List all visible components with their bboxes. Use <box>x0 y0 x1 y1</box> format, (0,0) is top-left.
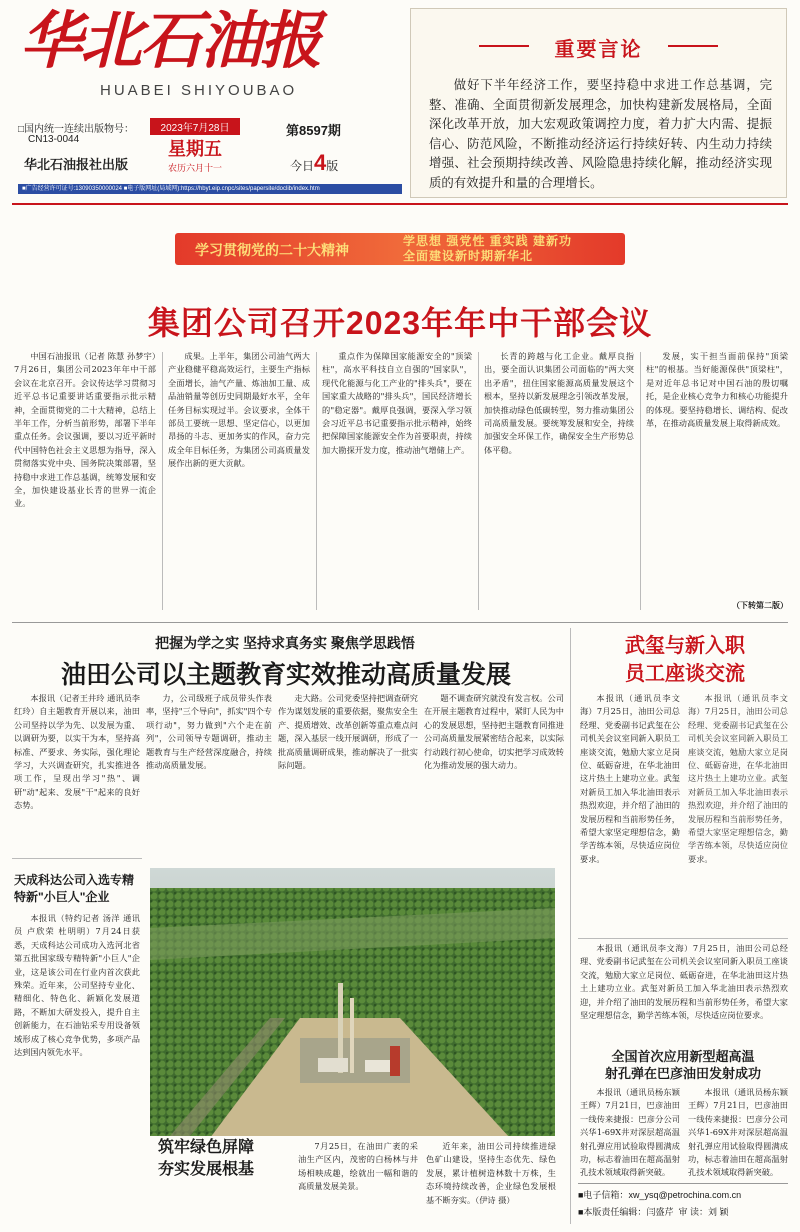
right-column-divider <box>570 628 571 1224</box>
story5-headline-line-1: 全国首次应用新型超高温 <box>611 1049 755 1064</box>
masthead-divider <box>12 203 788 205</box>
story4-tail <box>580 942 788 1042</box>
lead-column-5 <box>646 350 788 600</box>
jump-line: （下转第二版） <box>732 600 788 610</box>
story3-headline: 天成科达公司入选专精特新"小巨人"企业 <box>14 873 135 904</box>
story5-body-text: 本报讯（通讯员杨东颖 王辉）7月21日，巴彦油田一线传来捷报：巴彦分公司兴华1-69X井对深层超高温射孔弹应用试验取得圆满成功，标志着油田在超高温射孔技术领域取得新突破。 <box>580 1087 680 1178</box>
story5-body-continued-text: 本报讯（通讯员杨东颖 王辉）7月21日，巴彦油田一线传来捷报：巴彦分公司兴华1-69X井对深层超高温射孔弹应用试验取得圆满成功，标志着油田在超高温射孔技术领域取得新突破。 <box>688 1087 788 1178</box>
column-separator <box>162 352 163 610</box>
edition-count <box>290 150 338 176</box>
column-separator <box>478 352 479 610</box>
lead-column-4 <box>484 350 634 612</box>
lead-column-1 <box>14 350 156 612</box>
date-line: 2023年7月28日 <box>150 118 240 135</box>
edition-prefix: 今日 <box>290 159 315 173</box>
banner-right-line-2: 全面建设新时期新华北 <box>403 249 534 263</box>
section-divider <box>12 622 788 623</box>
story5-body <box>580 1086 680 1178</box>
column-separator <box>316 352 317 610</box>
banner-right-text <box>403 234 572 264</box>
edition-number: 4 <box>314 150 327 175</box>
story2-column-2 <box>146 692 272 860</box>
story3-body-text: 本报讯（特约记者 汤洋 通讯员 卢欣荣 杜明明）7月24日获悉，天成科达公司成功入选河北省第五批国家级专精特新"小巨人"企业，这是该公司在行业内首次获此殊荣。近年来，公司坚持专业化、精细化、特色化、新颖化发展道路，不断加大研发投入，提升自主创新能力，在石油钻采专用设备领域形成了核心竞争优势，多项产品达到国内领先水平。 <box>14 913 140 1058</box>
photo-caption-2-text: 近年来，油田公司持续推进绿色矿山建设，坚持生态优先、绿色发展，累计植树造林数十万株，生态环境持续改善，企业绿色发展根基不断夯实。（伊诗 摄） <box>426 1141 556 1205</box>
story2-column-3 <box>278 692 418 860</box>
lead-column-2 <box>168 350 310 612</box>
photo-caption-title <box>158 1137 254 1181</box>
date-box <box>150 118 240 174</box>
story4-headline-line-1: 武玺与新入职 <box>625 635 745 657</box>
forest-photo <box>150 868 555 1136</box>
lead-col-4-text: 长青的跨越与化工企业。戴厚良指出，要全面认识集团公司面临的"两大突出矛盾"，扭住国家能源高质量发展这个根本，坚持以新发展理念引领改革发展，加快推动绿色低碳转型，努力推动集团公司高质量发展。要统筹发展和安全，持续加强安全环保工作，确保安全生产形势总体平稳。 <box>484 351 634 455</box>
photo-caption-1-text: 7月25日，在油田广袤的采油生产区内，茂密的白杨林与井场相映成趣，绘就出一幅和谐的高质量发展美景。 <box>298 1141 418 1192</box>
important-speech-box <box>410 8 787 198</box>
story5-headline-line-2: 射孔弹在巴彦油田发射成功 <box>604 1066 761 1081</box>
story2-col-4-text: 题不调查研究就没有发言权。公司在开展主题教育过程中，紧盯人民为中心的发展思想，坚持把主题教育同推进公司高质量发展紧密结合起来，以实际行动践行初心使命，切实把学习成效转化为推动发展的强大动力。 <box>424 693 564 771</box>
story2-headline: 油田公司以主题教育实效推动高质量发展 <box>60 661 511 689</box>
story5-headline <box>578 1048 788 1082</box>
lead-col-2-text: 成果。上半年，集团公司油气两大产业稳健平稳高效运行，主要生产指标全面增长，油气产量、炼油加工量、成品油销量等创历史同期最好水平，全年任务目标实现过半。会议要求，全体干部员工要统一思想、坚定信心，以更加昂扬的斗志、更加务实的作风，奋力完成全年目标任务，为集团公司高质量发展作出新的更大贡献。 <box>168 351 310 469</box>
page-footer <box>578 1183 788 1227</box>
publisher-name: 华北石油报社出版 <box>24 157 129 172</box>
story5-body-continued <box>688 1086 788 1178</box>
banner-right-line-1: 学思想 强党性 重实践 建新功 <box>403 234 573 248</box>
banner-left-text: 学习贯彻党的二十大精神 <box>195 242 349 258</box>
story4-body-text: 本报讯（通讯员李文海）7月25日，油田公司总经理、党委副书记武玺在公司机关会议室同新入职员工座谈交流，勉励大家立足岗位、砥砺奋进，在华北油田这片热土上建功立业。武玺对新员工加入华北油田表示热烈欢迎，并介绍了油田的发展历程和当前形势任务，希望大家坚定理想信念，勤学苦练本领，尽快适应岗位要求。 <box>580 693 680 864</box>
lead-headline: 集团公司召开2023年年中干部会议 <box>147 305 653 341</box>
cn-label: □国内统一连续出版物号： <box>18 124 135 135</box>
story4-body <box>580 692 680 932</box>
column-separator <box>640 352 641 610</box>
lead-column-3 <box>322 350 472 612</box>
issue-number: 第8597期 <box>286 123 341 138</box>
photo-caption-title-line-1: 筑牢绿色屏障 <box>158 1139 255 1156</box>
story2-column-1 <box>14 692 140 832</box>
story2-kicker: 把握为学之实 坚持求真务实 聚焦学思践悟 <box>155 635 415 651</box>
lead-col-3-text: 重点作为保障国家能源安全的"顶梁柱"，高水平科技自立自强的"国家队"，现代化能源与化工产业的"排头兵"，要在国家重大战略的"排头兵"，国民经济增长的"稳定器"。戴厚良强调，要深入学习领会习近平总书记重要指示批示精神，始终把保障国家能源安全作为首要职责，持续加大勘探开发力度，推动油气增储上产。 <box>322 351 472 455</box>
footer-email-label: ■电子信箱： <box>578 1190 629 1200</box>
lead-col-5-text: 发展，实干担当面前保持"顶梁柱"的根基。当好能源保供"顶梁柱"，是对近年总书记对中国石油的殷切嘱托，是企业核心竞争力和核心功能提升的体现。要坚持稳增长、调结构、促改革，在推动高质量发展上取得新成效。 <box>646 351 788 429</box>
footer-editor: 闫盛芹 <box>646 1207 674 1217</box>
story2-column-4 <box>424 692 564 860</box>
story2-col-2-text: 力，公司级班子成员带头作表率，坚持"三个导向"，抓实"四个专项行动"，努力做到"六个走在前列"，公司领导专题调研，推动主题教育与生产经营深度融合，持续推动高质量发展。 <box>146 693 272 771</box>
footer-reviewer: 刘 颖 <box>707 1207 729 1217</box>
photo-caption-title-line-2: 夯实发展根基 <box>158 1161 255 1178</box>
story4-tail-text: 本报讯（通讯员李文海）7月25日，油田公司总经理、党委副书记武玺在公司机关会议室同新入职员工座谈交流，勉励大家立足岗位、砥砺奋进，在华北油田这片热土上建功立业。武玺对新员工加入华北油田表示热烈欢迎，并介绍了油田的发展历程和当前形势任务，希望大家坚定理想信念，勤学苦练本领，尽快适应岗位要求。 <box>580 943 788 1021</box>
footer-email-line <box>578 1187 788 1204</box>
story4-headline <box>580 632 790 688</box>
story4-body-continued <box>688 692 788 932</box>
footer-reviewer-label: 审 读： <box>678 1207 708 1217</box>
edition-suffix: 版 <box>326 159 339 173</box>
lunar-date: 农历六月十一 <box>167 163 222 173</box>
forest-photo-image <box>150 868 555 1136</box>
story3-body <box>14 912 140 1224</box>
lead-col-1-text: 中国石油报讯（记者 陈慧 孙梦宇）7月26日，集团公司2023年年中干部会议在北京召开。会议传达学习贯彻习近平总书记重要讲话重要指示批示精神，全面贯彻党的二十大精神，总结上半年工作，分析当前形势，部署下半年重点任务。会议强调，要以习近平新时代中国特色社会主义思想为指导，深入贯彻落实党中央、国务院决策部署，坚持稳中求进工作总基调，统筹发展和安全，加快建设基业长青的世界一流企业。 <box>14 351 156 509</box>
footer-editor-label: ■本版责任编辑： <box>578 1207 647 1217</box>
story2-col-3-text: 走大路。公司党委坚持把调查研究作为谋划发展的重要依据，聚焦安全生产、提质增效、改革创新等重点难点问题，深入基层一线开展调研，形成了一批高质量调研成果，推动解决了一批实际问题。 <box>278 693 418 771</box>
theme-banner <box>175 233 625 265</box>
masthead-title: 华北石油报 <box>20 4 321 77</box>
photo-caption-1 <box>298 1140 418 1224</box>
footer-email[interactable]: xw_ysq@petrochina.com.cn <box>628 1190 742 1200</box>
photo-caption-2 <box>426 1140 556 1224</box>
right-divider <box>578 938 788 939</box>
info-bar: ■广告经营许可证号:13090350000024 ■电子版网址(局域网):https://hbyt.eip.cnpc/sites/papersite/doclib/index.htm <box>18 184 402 194</box>
footer-editor-line <box>578 1204 788 1221</box>
story2-col-1-text: 本报讯（记者王井玲 通讯员李红玲）自主题教育开展以来，油田公司坚持以学为先、以发展为重、以调研为要，以实干为本，坚持高标准、严要求、务实际，强化理论学习，大兴调查研究，扎实推进各项工作，呈现出学习"热"、调研"动"起来、发展"干"起来的良好态势。 <box>14 693 140 811</box>
masthead-pinyin: HUABEI SHIYOUBAO <box>100 82 298 99</box>
cn-number: CN13-0044 <box>28 134 80 145</box>
speech-body: 做好下半年经济工作，要坚持稳中求进工作总基调，完整、准确、全面贯彻新发展理念，加快构建新发展格局，全面深化改革开放，加大宏观政策调控力度，着力扩大内需、提振信心、防范风险，不断推动经济运行持续好转、内生动力持续增强、社会预期持续改善、风险隐患持续化解，推动经济实现质的有效提升和量的合理增长。 <box>429 77 772 190</box>
speech-title: 重要言论 <box>411 33 786 62</box>
story4-headline-line-2: 员工座谈交流 <box>625 663 745 685</box>
weekday: 星期五 <box>168 139 222 159</box>
story4-body-continued-text: 本报讯（通讯员李文海）7月25日，油田公司总经理、党委副书记武玺在公司机关会议室同新入职员工座谈交流，勉励大家立足岗位、砥砺奋进，在华北油田这片热土上建功立业。武玺对新员工加入华北油田表示热烈欢迎，并介绍了油田的发展历程和当前形势任务，希望大家坚定理想信念，勤学苦练本领，尽快适应岗位要求。 <box>688 693 788 864</box>
left-divider <box>12 858 142 859</box>
